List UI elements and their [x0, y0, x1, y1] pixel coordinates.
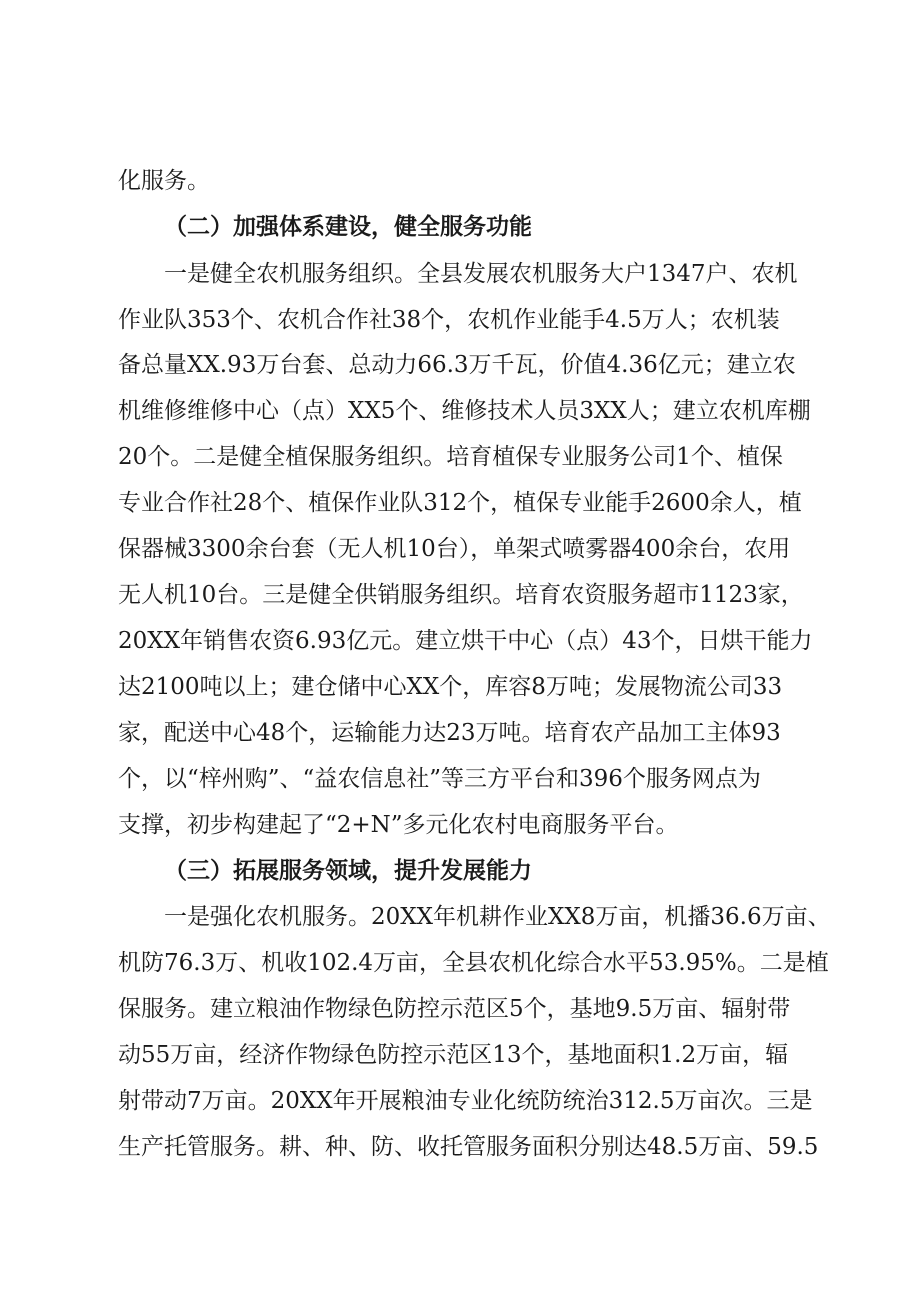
paragraph-line: 作业队353个、农机合作社38个，农机作业能手4.5万人；农机装	[118, 307, 780, 333]
paragraph-line: 射带动7万亩。20XX年开展粮油专业化统防统治312.5万亩次。三是	[118, 1088, 813, 1114]
section-heading-3: （三）拓展服务领域，提升发展能力	[164, 858, 532, 884]
paragraph-line: 机防76.3万、机收102.4万亩，全县农机化综合水平53.95%。二是植	[118, 950, 829, 976]
paragraph-line: 化服务。	[118, 168, 210, 194]
paragraph-line: 一是强化农机服务。20XX年机耕作业XX8万亩，机播36.6万亩、	[164, 904, 831, 930]
paragraph-line: 备总量XX.93万台套、总动力66.3万千瓦，价值4.36亿元；建立农	[118, 352, 796, 378]
paragraph-line: 个，以“梓州购”、“益农信息社”等三方平台和396个服务网点为	[118, 766, 761, 792]
paragraph-line: 一是健全农机服务组织。全县发展农机服务大户1347户、农机	[164, 261, 798, 287]
paragraph-line: 达2100吨以上；建仓储中心XX个，库容8万吨；发展物流公司33	[118, 674, 783, 700]
section-heading-2: （二）加强体系建设，健全服务功能	[164, 214, 532, 240]
paragraph-line: 家，配送中心48个，运输能力达23万吨。培育农产品加工主体93	[118, 720, 781, 746]
paragraph-line: 机维修维修中心（点）XX5个、维修技术人员3XX人；建立农机库棚	[118, 398, 811, 424]
paragraph-line: 20XX年销售农资6.93亿元。建立烘干中心（点）43个，日烘干能力	[118, 628, 813, 654]
paragraph-line: 保器械3300余台套（无人机10台），单架式喷雾器400余台，农用	[118, 536, 791, 562]
paragraph-line: 动55万亩，经济作物绿色防控示范区13个，基地面积1.2万亩，辐	[118, 1042, 789, 1068]
paragraph-line: 20个。二是健全植保服务组织。培育植保专业服务公司1个、植保	[118, 444, 783, 470]
paragraph-line: 支撑，初步构建起了“2+N”多元化农村电商服务平台。	[118, 812, 679, 838]
paragraph-line: 专业合作社28个、植保作业队312个，植保专业能手2600余人，植	[118, 490, 802, 516]
paragraph-line: 无人机10台。三是健全供销服务组织。培育农资服务超市1123家，	[118, 582, 804, 608]
paragraph-line: 生产托管服务。耕、种、防、收托管服务面积分别达48.5万亩、59.5	[118, 1134, 819, 1160]
paragraph-line: 保服务。建立粮油作物绿色防控示范区5个，基地9.5万亩、辐射带	[118, 996, 791, 1022]
